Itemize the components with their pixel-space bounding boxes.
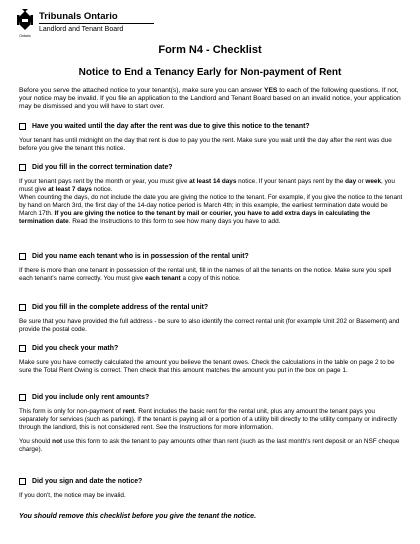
ontario-crest-icon: [17, 8, 33, 34]
question-1: Have you waited until the day after the rent was due to give this notice to the tenant?: [32, 123, 310, 130]
answer-4: Be sure that you have provided the full address - be sure to also identify the correct rental unit (for example Unit 202 or Basement) and provide the postal code.: [19, 318, 400, 333]
question-3: Did you name each tenant who is in possession of the rental unit?: [32, 253, 249, 260]
checklist-item-1: [19, 123, 403, 153]
org-name: Tribunals Ontario: [39, 11, 118, 22]
question-2: Did you fill in the correct termination date?: [32, 164, 173, 171]
checklist-item-2: [19, 164, 403, 226]
header: [17, 8, 217, 42]
answer-5: Make sure you have correctly calculated the amount you believe the tenant owes. Check the calculations in the table on page 2 to be sure the Total Rent Owing is correct. Then check that this amount matches the amount you put in the box on page 1.: [19, 359, 395, 374]
answer-7: If you don't, the notice may be invalid.: [19, 492, 126, 499]
checkbox-7[interactable]: [19, 478, 26, 485]
page-subtitle: Notice to End a Tenancy Early for Non-payment of Rent: [78, 67, 342, 78]
checkbox-3[interactable]: [19, 253, 26, 260]
question-6: Did you include only rent amounts?: [32, 394, 150, 401]
checkbox-6[interactable]: [19, 394, 26, 401]
intro-paragraph: Before you serve the attached notice to your tenant(s), make sure you can answer YES to each of the following questions. If not, your notice may be invalid. If you file an application to the Landlord and Tenant Board based on an invalid notice, your application may be dismissed and you will have to start over.: [19, 87, 401, 111]
answer-2: If your tenant pays rent by the month or year, you must give at least 14 days notice. If your tenant pays rent by the day or week, you must give at least 7 days notice. When counting the days, do not include the date you are giving the notice to the tenant. For example, if you give the notice to the tenant by hand on March 3rd, the first day of the 14-day notice period is March 4th; in this example, the earliest termination date would be March 17th. If you are giving the notice to the tenant by mail or courier, you have to add extra days in calculating the termination date. Read the Instructions to this form to see how many days you have to add.: [19, 178, 403, 225]
question-4: Did you fill in the complete address of the rental unit?: [32, 304, 209, 311]
page-title: Form N4 - Checklist: [158, 44, 262, 56]
checklist-item-7: [19, 478, 403, 500]
checkbox-1[interactable]: [19, 123, 26, 130]
answer-6: This form is only for non-payment of rent. Rent includes the basic rent for the rental unit, plus any amount the tenant pays you separately for services (such as parking). If the tenant is paying all or a portion of a utility bill directly to the utility company or indirectly through the landlord, this is not considered rent. See the Instructions for more information. You should not use this form to ask the tenant to pay amounts other than rent (such as the last month's rent deposit or an NSF cheque charge).: [19, 408, 400, 453]
question-5: Did you check your math?: [32, 345, 119, 352]
checklist-item-6: [19, 394, 403, 454]
footer-note: You should remove this checklist before you give the tenant the notice.: [19, 513, 257, 520]
checkbox-2[interactable]: [19, 164, 26, 171]
question-7: Did you sign and date the notice?: [32, 478, 143, 485]
checklist-item-5: [19, 345, 403, 375]
checklist-item-4: [19, 304, 403, 334]
checklist-item-3: [19, 253, 403, 283]
checkbox-5[interactable]: [19, 345, 26, 352]
answer-3: If there is more than one tenant in possession of the rental unit, fill in the names of all the tenants on the notice. Make sure you spell each tenant's name correctly. You must give each tenant a copy of this notice.: [19, 267, 392, 282]
answer-1: Your tenant has until midnight on the day that rent is due to pay you the rent. Make sure you wait until the day after the rent was due before you give the tenant this notice.: [19, 137, 392, 152]
checkbox-4[interactable]: [19, 304, 26, 311]
org-subtitle: Landlord and Tenant Board: [39, 26, 124, 33]
org-divider: [39, 23, 154, 24]
crest-label: Ontario: [19, 34, 31, 38]
organization-block: [39, 11, 154, 34]
